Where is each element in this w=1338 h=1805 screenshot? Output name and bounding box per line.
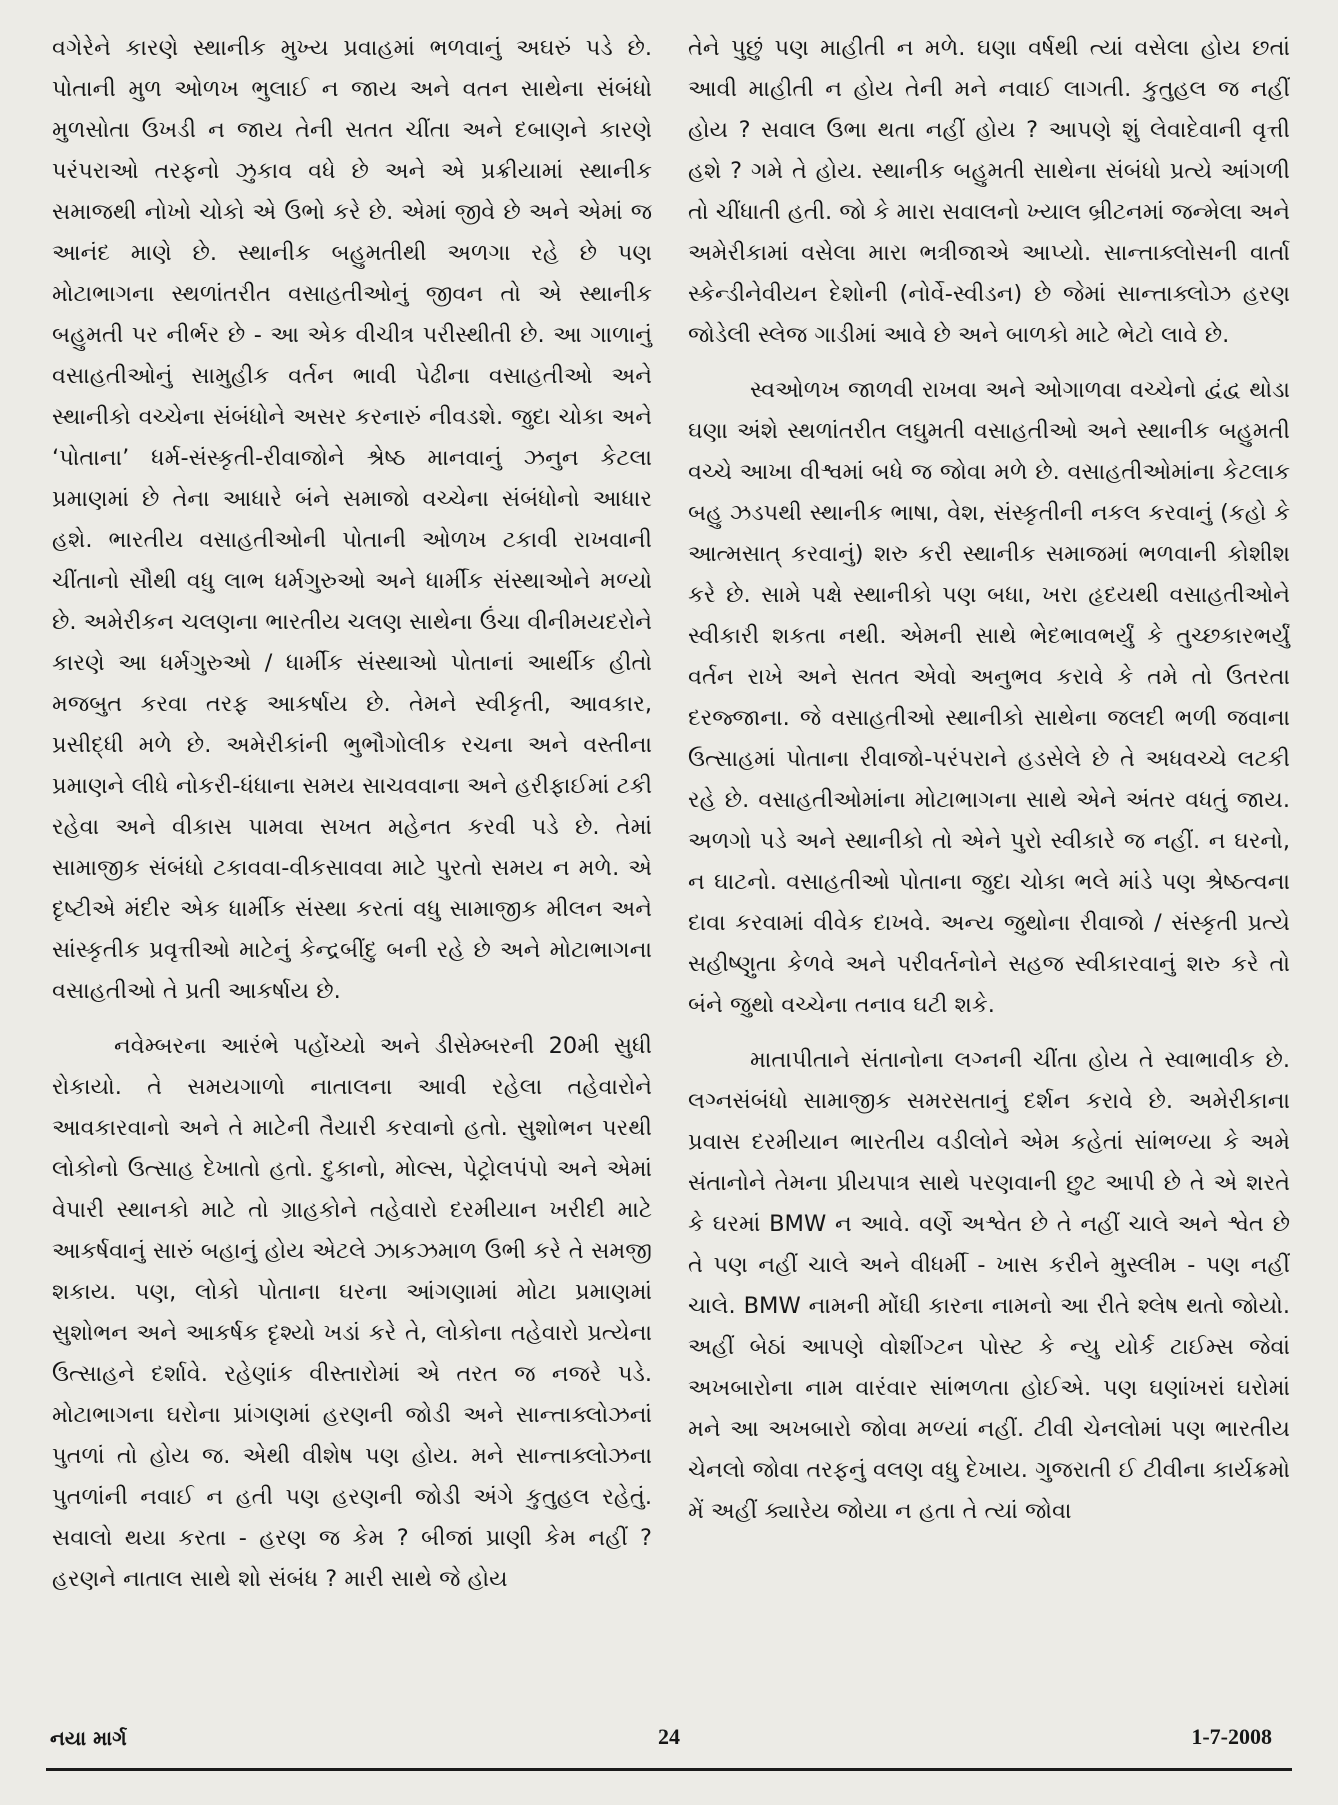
- paragraph: નવેમ્બરના આરંભે પહોંચ્યો અને ડીસેમ્બરની 20મી સુધી રોકાયો. તે સમયગાળો નાતાલના આવી રહેલા તહેવારોને આવકારવાનો અને તે માટેની તૈયારી કરવાનો હતો. સુશોભન પરથી લોકોનો ઉત્સાહ દેખાતો હતો. દુકાનો, મોલ્સ, પેટ્રોલપંપો અને એમાં વેપારી સ્થાનકો માટે તો ગ્રાહકોને તહેવારો દરમીયાન ખરીદી માટે આકર્ષવાનું સારું બહાનું હોય એટલે ઝાકઝમાળ ઉભી કરે તે સમજી શકાય. પણ, લોકો પોતાના ઘરના આંગણામાં મોટા પ્રમાણમાં સુશોભન અને આકર્ષક દૃશ્યો ખડાં કરે તે, લોકોના તહેવારો પ્રત્યેના ઉત્સાહને દર્શાવે. રહેણાંક વીસ્તારોમાં એ તરત જ નજરે પડે. મોટાભાગના ઘરોના પ્રાંગણમાં હરણની જોડી અને સાન્તાક્લોઝનાં પુતળાં તો હોય જ. એથી વીશેષ પણ હોય. મને સાન્તાક્લોઝના પુતળાંની નવાઈ ન હતી પણ હરણની જોડી અંગે કુતુહલ રહેતું. સવાલો થયા કરતા - હરણ જ કેમ ? બીજાં પ્રાણી કેમ નહીં ? હરણને નાતાલ સાથે શો સંબંધ ? મારી સાથે જે હોય: [52, 1033, 652, 1592]
- paragraph: તેને પુછું પણ માહીતી ન મળે. ઘણા વર્ષથી ત્યાં વસેલા હોય છતાં આવી માહીતી ન હોય તેની મને નવાઈ લાગતી. કુતુહલ જ નહીં હોય ? સવાલ ઉભા થતા નહીં હોય ? આપણે શું લેવાદેવાની વૃત્તી હશે ? ગમે તે હોય. સ્થાનીક બહુમતી સાથેના સંબંધો પ્રત્યે આંગળી તો ચીંધાતી હતી. જો કે મારા સવાલનો ખ્યાલ બ્રીટનમાં જન્મેલા અને અમેરીકામાં વસેલા મારા ભત્રીજાએ આપ્યો. સાન્તાક્લોસની વાર્તા સ્કેન્ડીનેવીયન દેશોની (નોર્વે-સ્વીડન) છે જેમાં સાન્તાક્લોઝ હરણ જોડેલી સ્લેજ ગાડીમાં આવે છે અને બાળકો માટે ભેટો લાવે છે.: [688, 35, 1290, 348]
- magazine-name: નયા માર્ગ: [50, 1726, 127, 1750]
- paragraph: માતાપીતાને સંતાનોના લગ્નની ચીંતા હોય તે સ્વાભાવીક છે. લગ્નસંબંધો સામાજીક સમરસતાનું દર્શન કરાવે છે. અમેરીકાના પ્રવાસ દરમીયાન ભારતીય વડીલોને એમ કહેતાં સાંભળ્યા કે અમે સંતાનોને તેમના પ્રીયપાત્ર સાથે પરણવાની છુટ આપી છે તે એ શરતે કે ઘરમાં BMW ન આવે. વર્ણે અશ્વેત છે તે નહીં ચાલે અને શ્વેત છે તે પણ નહીં ચાલે અને વીધર્મી - ખાસ કરીને મુસ્લીમ - પણ નહીં ચાલે. BMW નામની મોંઘી કારના નામનો આ રીતે શ્લેષ થતો જોયો. અહીં બેઠાં આપણે વોશીંગ્ટન પોસ્ટ કે ન્યુ યોર્ક ટાઈમ્સ જેવાં અખબારોના નામ વારંવાર સાંભળતા હોઈએ. પણ ઘણાંખરાં ઘરોમાં મને આ અખબારો જોવા મળ્યાં નહીં. ટીવી ચેનલોમાં પણ ભારતીય ચેનલો જોવા તરફનું વલણ વધુ દેખાય. ગુજરાતી ઈ ટીવીના કાર્યક્રમો મેં અહીં ક્યારેય જોયા ન હતા તે ત્યાં જોવા: [688, 1047, 1290, 1524]
- left-column: [52, 28, 652, 1600]
- paragraph: સ્વઓળખ જાળવી રાખવા અને ઓગાળવા વચ્ચેનો દ્વંદ્વ થોડા ઘણા અંશે સ્થળાંતરીત લઘુમતી વસાહતીઓ અને સ્થાનીક બહુમતી વચ્ચે આખા વીશ્વમાં બધે જ જોવા મળે છે. વસાહતીઓમાંના કેટલાક બહુ ઝડપથી સ્થાનીક ભાષા, વેશ, સંસ્કૃતીની નકલ કરવાનું (કહો કે આત્મસાત્ કરવાનું) શરુ કરી સ્થાનીક સમાજમાં ભળવાની કોશીશ કરે છે. સામે પક્ષે સ્થાનીકો પણ બધા, ખરા હૃદયથી વસાહતીઓને સ્વીકારી શકતા નથી. એમની સાથે ભેદભાવભર્યું કે તુચ્છકારભર્યું વર્તન રાખે અને સતત એવો અનુભવ કરાવે કે તમે તો ઉતરતા દરજ્જાના. જે વસાહતીઓ સ્થાનીકો સાથેના જલદી ભળી જવાના ઉત્સાહમાં પોતાના રીવાજો-પરંપરાને હડસેલે છે તે અધવચ્ચે લટકી રહે છે. વસાહતીઓમાંના મોટાભાગના સાથે એને અંતર વધતું જાય. અળગો પડે અને સ્થાનીકો તો એને પુરો સ્વીકારે જ નહીં. ન ઘરનો, ન ઘાટનો. વસાહતીઓ પોતાના જુદા ચોકા ભલે માંડે પણ શ્રેષ્ઠત્વના દાવા કરવામાં વીવેક દાખવે. અન્ય જુથોના રીવાજો / સંસ્કૃતી પ્રત્યે સહીષ્ણુતા કેળવે અને પરીવર્તનોને સહજ સ્વીકારવાનું શરુ કરે તો બંને જુથો વચ્ચેના તનાવ ઘટી શકે.: [688, 377, 1290, 1018]
- page-footer: [46, 1718, 1292, 1758]
- page-number: 24: [658, 1724, 680, 1749]
- right-column: [688, 28, 1290, 1532]
- footer-rule: [46, 1768, 1292, 1771]
- paragraph: વગેરેને કારણે સ્થાનીક મુખ્ય પ્રવાહમાં ભળવાનું અઘરું પડે છે. પોતાની મુળ ઓળખ ભુલાઈ ન જાય અને વતન સાથેના સંબંધો મુળસોતા ઉખડી ન જાય તેની સતત ચીંતા અને દબાણને કારણે પરંપરાઓ તરફનો ઝુકાવ વધે છે અને એ પ્રક્રીયામાં સ્થાનીક સમાજથી નોખો ચોકો એ ઉભો કરે છે. એમાં જીવે છે અને એમાં જ આનંદ માણે છે. સ્થાનીક બહુમતીથી અળગા રહે છે પણ મોટાભાગના સ્થળાંતરીત વસાહતીઓનું જીવન તો એ સ્થાનીક બહુમતી પર નીર્ભર છે - આ એક વીચીત્ર પરીસ્થીતી છે. આ ગાળાનું વસાહતીઓનું સામુહીક વર્તન ભાવી પેઢીના વસાહતીઓ અને સ્થાનીકો વચ્ચેના સંબંધોને અસર કરનારું નીવડશે. જુદા ચોકા અને ‘પોતાના’ ધર્મ-સંસ્કૃતી-રીવાજોને શ્રેષ્ઠ માનવાનું ઝનુન કેટલા પ્રમાણમાં છે તેના આધારે બંને સમાજો વચ્ચેના સંબંધોનો આધાર હશે. ભારતીય વસાહતીઓની પોતાની ઓળખ ટકાવી રાખવાની ચીંતાનો સૌથી વધુ લાભ ધર્મગુરુઓ અને ધાર્મીક સંસ્થાઓને મળ્યો છે. અમેરીકન ચલણના ભારતીય ચલણ સાથેના ઉંચા વીનીમયદરોને કારણે આ ધર્મગુરુઓ / ધાર્મીક સંસ્થાઓ પોતાનાં આર્થીક હીતો મજબુત કરવા તરફ આકર્ષાય છે. તેમને સ્વીકૃતી, આવકાર, પ્રસીદ્ધી મળે છે. અમેરીકાંની ભુભૌગોલીક રચના અને વસ્તીના પ્રમાણને લીધે નોકરી-ધંધાના સમય સાચવવાના અને હરીફાઈમાં ટકી રહેવા અને વીકાસ પામવા સખત મહેનત કરવી પડે છે. તેમાં સામાજીક સંબંધો ટકાવવા-વીકસાવવા માટે પુરતો સમય ન મળે. એ દૃષ્ટીએ મંદીર એક ધાર્મીક સંસ્થા કરતાં વધુ સામાજીક મીલન અને સાંસ્કૃતીક પ્રવૃત્તીઓ માટેનું કેન્દ્રબીંદુ બની રહે છે અને મોટાભાગના વસાહતીઓ તે પ્રતી આકર્ષાય છે.: [52, 35, 652, 1004]
- issue-date: 1-7-2008: [1191, 1724, 1272, 1749]
